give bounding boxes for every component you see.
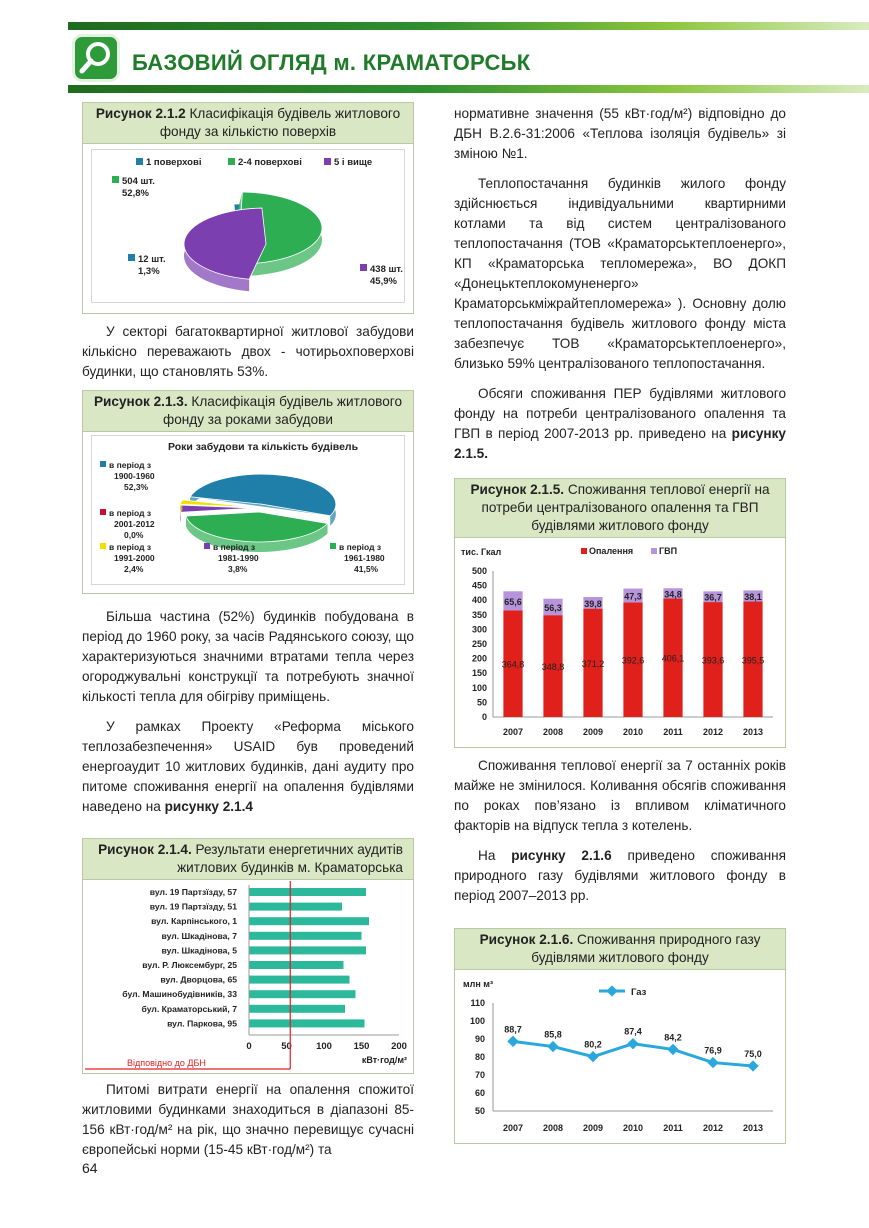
y-tick-label: 50 xyxy=(476,697,487,708)
paragraph: Споживання теплової енергії за 7 останніх років майже не змінилося. Коливання обсягів споживання по роках пов’язано із впливом кліматичного факторів на відпуск тепла з котелень. xyxy=(454,758,786,833)
data-label: 392,6 xyxy=(621,655,645,666)
data-label: 76,9 xyxy=(704,1045,722,1056)
slice-percent: 3,8% xyxy=(228,564,248,574)
data-label: 371,2 xyxy=(581,658,605,669)
paragraph: У секторі багатоквартирної житлової забудови кількісно переважають двох - чотирьохповерхові будинки, що становлять 53%. xyxy=(82,324,414,379)
page-number: 64 xyxy=(82,1160,98,1176)
data-point xyxy=(707,1057,718,1068)
data-label: 38,1 xyxy=(744,591,762,602)
slice-label-swatch xyxy=(360,264,367,271)
slice-percent: 52,3% xyxy=(124,482,149,492)
y-tick-label: 90 xyxy=(474,1034,485,1044)
data-label: 88,7 xyxy=(504,1024,522,1035)
legend-label: 1 поверхові xyxy=(146,157,202,168)
x-tick-label: 50 xyxy=(281,1041,292,1052)
bar-category-label: вул. 19 Партзїзду, 51 xyxy=(149,901,237,912)
data-label: 47,3 xyxy=(624,591,642,602)
bar-category-label: вул. 19 Партзїзду, 57 xyxy=(149,887,237,897)
x-tick-label: 2012 xyxy=(702,727,724,737)
x-tick-label: 2010 xyxy=(622,1123,644,1133)
x-tick-label: 2013 xyxy=(742,727,764,737)
paragraph xyxy=(82,717,414,817)
bar xyxy=(249,932,362,940)
data-point xyxy=(547,1041,558,1052)
slice-label-swatch xyxy=(100,543,106,549)
bar xyxy=(249,976,350,984)
pie-chart-years xyxy=(92,436,406,586)
pie-chart-floors xyxy=(92,150,406,304)
paragraph: нормативне значення (55 кВт·год/м²) відповідно до ДБН В.2.6-31:2006 «Теплова ізоляція будівель» зі зміною №1. xyxy=(454,106,786,161)
y-tick-label: 150 xyxy=(471,668,487,679)
x-tick-label: 2008 xyxy=(542,727,564,737)
legend-swatch xyxy=(324,158,331,165)
figure-reference: рисунку 2.1.5. xyxy=(454,426,786,461)
figure-caption xyxy=(83,839,413,880)
legend-marker xyxy=(606,985,617,996)
data-point xyxy=(627,1038,638,1049)
x-tick-label: 2007 xyxy=(502,727,524,737)
y-tick-label: 500 xyxy=(471,566,487,576)
bar-category-label: вул. Дворцова, 65 xyxy=(160,974,237,985)
slice-label: в період з xyxy=(109,542,152,552)
paragraph xyxy=(454,384,786,464)
figure-2-1-6 xyxy=(454,928,786,1144)
y-tick-label: 100 xyxy=(469,1016,485,1026)
x-tick-label: 2011 xyxy=(663,1123,683,1133)
header-top-stripe xyxy=(68,22,869,30)
bar xyxy=(249,946,366,954)
slice-label-swatch xyxy=(100,509,106,515)
figure-caption-text: Результати енергетичних аудитів житлових будинків м. Краматорська xyxy=(177,842,403,875)
data-label: 36,7 xyxy=(704,592,722,603)
bar-chart-audits xyxy=(83,877,413,1073)
legend-label: Газ xyxy=(631,987,647,998)
page-title: БАЗОВИЙ ОГЛЯД м. КРАМАТОРСЬК xyxy=(132,50,531,75)
slice-percent: 2,4% xyxy=(124,564,144,574)
chart-years xyxy=(91,435,405,585)
figure-caption xyxy=(455,929,785,970)
x-tick-label: 2008 xyxy=(542,1123,564,1133)
data-label: 393,6 xyxy=(701,655,725,666)
y-tick-label: 300 xyxy=(471,624,487,635)
figure-2-1-2 xyxy=(82,102,414,314)
bar xyxy=(249,961,344,969)
y-tick-label: 80 xyxy=(474,1052,485,1062)
y-tick-label: 0 xyxy=(481,712,487,722)
slice-label: в період з xyxy=(213,542,256,552)
figure-caption-text: Класифікація будівель житлового фонду за роками забудови xyxy=(163,394,403,427)
slice-label-swatch xyxy=(330,543,336,549)
bar-category-label: вул. Шкадінова, 7 xyxy=(161,930,237,941)
figure-number: Рисунок 2.1.5. xyxy=(470,482,565,497)
data-label: 87,4 xyxy=(624,1026,642,1037)
bar-category-label: бул. Машинобудівників, 33 xyxy=(122,989,237,1000)
data-label: 34,8 xyxy=(664,589,682,600)
data-label: 75,0 xyxy=(744,1049,762,1059)
paragraph-text: приведено споживання природного газу будівлями житлового фонду в період 2007–2013 рр. xyxy=(454,848,786,903)
bar-category-label: вул. Паркова, 95 xyxy=(167,1018,237,1029)
left-paragraph-2 xyxy=(82,607,414,827)
bar xyxy=(249,888,366,896)
x-tick-label: 2011 xyxy=(663,727,683,737)
legend-label: 2-4 поверхові xyxy=(238,157,302,168)
y-axis-label: млн м³ xyxy=(463,979,493,989)
figure-2-1-5 xyxy=(454,478,786,748)
y-axis-label: тис. Гкал xyxy=(461,547,502,557)
figure-number: Рисунок 2.1.2 xyxy=(95,106,186,121)
bar-category-label: вул. Р. Люксембург, 25 xyxy=(142,960,237,970)
y-tick-label: 400 xyxy=(471,595,487,606)
data-point xyxy=(747,1060,758,1071)
y-tick-label: 350 xyxy=(471,609,487,620)
y-tick-label: 60 xyxy=(474,1088,485,1098)
right-paragraph-2 xyxy=(454,756,786,916)
line-chart-gas xyxy=(455,973,785,1143)
x-tick-label: 2010 xyxy=(622,727,644,737)
chart-gas xyxy=(455,973,785,1143)
chart-heat xyxy=(455,539,785,747)
slice-label: 438 шт. xyxy=(370,264,403,275)
slice-label-swatch xyxy=(204,543,210,549)
figure-caption-text: Класифікація будівель житлового фонду за кількістю поверхів xyxy=(159,106,401,139)
data-point xyxy=(587,1051,598,1062)
x-tick-label: 2009 xyxy=(582,1123,604,1133)
figure-caption-text: Споживання природного газу будівлями житлового фонду xyxy=(531,932,761,965)
x-tick-label: 2012 xyxy=(702,1123,724,1133)
x-tick-label: 2007 xyxy=(502,1123,524,1133)
x-tick-label: 2013 xyxy=(742,1123,764,1133)
legend-label: 5 і вище xyxy=(334,157,373,168)
data-label: 395,5 xyxy=(741,655,765,666)
data-label: 85,8 xyxy=(544,1029,562,1040)
slice-label: 1900-1960 xyxy=(114,471,155,481)
x-tick-label: 150 xyxy=(353,1041,370,1052)
paragraph-text: У рамках Проекту «Реформа міського теплозабезпечення» USAID був проведений енергоаудит 10 житлових будинків, дані аудиту про питоме споживання енергії на опалення будівлями наведено на xyxy=(82,719,414,814)
paragraph: Теплопостачання будинків жилого фонду здійснюється індивідуальними квартирними котлами та від систем централізованого теплопостачання (ТОВ «Краматорськтеплоенерго», КП «Краматорська тепломережа», ВО ДОКП «Донецьктеплокомуненерго» Краматорськміжрайтепломережа» ). Основну долю теплопостачання будівель житлового фонду міста забезпечує ТОВ «Краматорськтеплоенерго», близько 59% централізованого теплопостачання. xyxy=(454,176,786,371)
figure-2-1-4 xyxy=(82,838,414,1074)
data-label: 364,8 xyxy=(501,659,525,670)
slice-label: 1981-1990 xyxy=(218,553,259,563)
paragraph: Більша частина (52%) будинків побудована в період до 1960 року, за часів Радянського союзу, що характеризуються значними втратами тепла через огороджувальні конструкції та потребують значної кількості тепла для обігріву приміщень. xyxy=(82,609,414,704)
y-tick-label: 70 xyxy=(474,1070,485,1080)
x-tick-label: 0 xyxy=(246,1041,252,1052)
data-point xyxy=(507,1036,518,1047)
slice-label: в період з xyxy=(109,460,152,470)
slice-label-swatch xyxy=(112,176,119,183)
slice-label: 2001-2012 xyxy=(114,519,155,529)
left-paragraph-1 xyxy=(82,322,414,392)
bar xyxy=(249,917,369,925)
slice-percent: 45,9% xyxy=(370,276,397,287)
slice-label: в період з xyxy=(339,542,382,552)
legend-label: ГВП xyxy=(659,546,678,556)
slice-percent: 52,8% xyxy=(122,188,149,199)
y-tick-label: 200 xyxy=(471,653,487,664)
slice-label: 12 шт. xyxy=(138,254,166,265)
slice-label-swatch xyxy=(100,461,106,467)
slice-label: в період з xyxy=(109,508,152,518)
figure-number: Рисунок 2.1.4. xyxy=(98,842,192,857)
figure-number: Рисунок 2.1.6. xyxy=(479,932,574,947)
stacked-bar-chart-heat xyxy=(455,539,785,747)
figure-2-1-3 xyxy=(82,390,414,594)
figure-caption xyxy=(83,103,413,144)
reference-label: Відповідно до ДБН xyxy=(127,1058,206,1068)
legend-label: Опалення xyxy=(589,546,634,556)
bar xyxy=(249,903,342,911)
bar-category-label: вул. Карпінського, 1 xyxy=(151,916,237,927)
legend-swatch xyxy=(136,158,143,165)
figure-number: Рисунок 2.1.3. xyxy=(93,394,188,409)
y-tick-label: 110 xyxy=(470,998,485,1008)
chart-floors xyxy=(91,149,405,303)
figure-caption-text: Споживання теплової енергії на потреби централізованого опалення та ГВП будівлями житлового фонду xyxy=(481,482,770,533)
figure-caption xyxy=(83,391,413,432)
paragraph xyxy=(454,846,786,906)
bar-category-label: бул. Краматорський, 7 xyxy=(141,1003,237,1014)
data-label: 406,1 xyxy=(661,653,685,664)
slice-percent: 41,5% xyxy=(354,564,379,574)
figure-caption xyxy=(455,479,785,538)
chart-title: Роки забудови та кількість будівель xyxy=(168,441,359,453)
slice-percent: 1,3% xyxy=(138,266,160,277)
slice-label-swatch xyxy=(128,254,135,261)
data-point xyxy=(667,1044,678,1055)
right-paragraph-1 xyxy=(454,104,786,474)
paragraph-text: На xyxy=(478,848,512,863)
slice-label: 1961-1980 xyxy=(344,553,385,563)
x-tick-label: 200 xyxy=(391,1041,407,1052)
slice-percent: 0,0% xyxy=(124,530,144,540)
legend-swatch xyxy=(581,548,587,554)
slice-label: 504 шт. xyxy=(122,176,155,187)
data-label: 80,2 xyxy=(584,1039,602,1050)
slice-label: 1991-2000 xyxy=(114,553,155,563)
figure-reference: рисунку 2.1.4 xyxy=(164,799,253,814)
header-bottom-stripe xyxy=(68,85,869,93)
magnifier-logo-icon xyxy=(72,34,120,82)
y-tick-label: 450 xyxy=(471,580,487,591)
bar xyxy=(249,1005,345,1013)
figure-reference: рисунку 2.1.6 xyxy=(511,848,612,863)
paragraph-text: Обсяги споживання ПЕР будівлями житлового фонду на потреби централізованого опалення та ГВП в період 2007-2013 рр. приведено на xyxy=(454,386,786,441)
data-label: 39,8 xyxy=(584,598,602,609)
legend-swatch xyxy=(228,158,235,165)
x-tick-label: 2009 xyxy=(582,727,604,737)
x-axis-label: кВт·год/м² xyxy=(361,1055,407,1065)
data-label: 84,2 xyxy=(664,1032,682,1043)
legend-swatch xyxy=(651,548,657,554)
data-label: 348,8 xyxy=(541,662,565,673)
y-tick-label: 50 xyxy=(474,1106,485,1116)
bar xyxy=(249,990,356,998)
data-label: 65,6 xyxy=(504,596,522,607)
y-tick-label: 250 xyxy=(471,639,487,649)
data-label: 56,3 xyxy=(544,602,562,613)
bar xyxy=(249,1019,365,1027)
y-tick-label: 100 xyxy=(471,682,487,693)
paragraph: Питомі витрати енергії на опалення спожитої житловими будинками знаходиться в діапазоні 85-156 кВт·год/м² на рік, що значно перевищує сучасні європейські норми (15-45 кВт·год/м²) та xyxy=(82,1082,414,1157)
left-paragraph-3 xyxy=(82,1080,414,1170)
bar-category-label: вул. Шкадінова, 5 xyxy=(161,945,237,956)
x-tick-label: 100 xyxy=(316,1041,332,1052)
